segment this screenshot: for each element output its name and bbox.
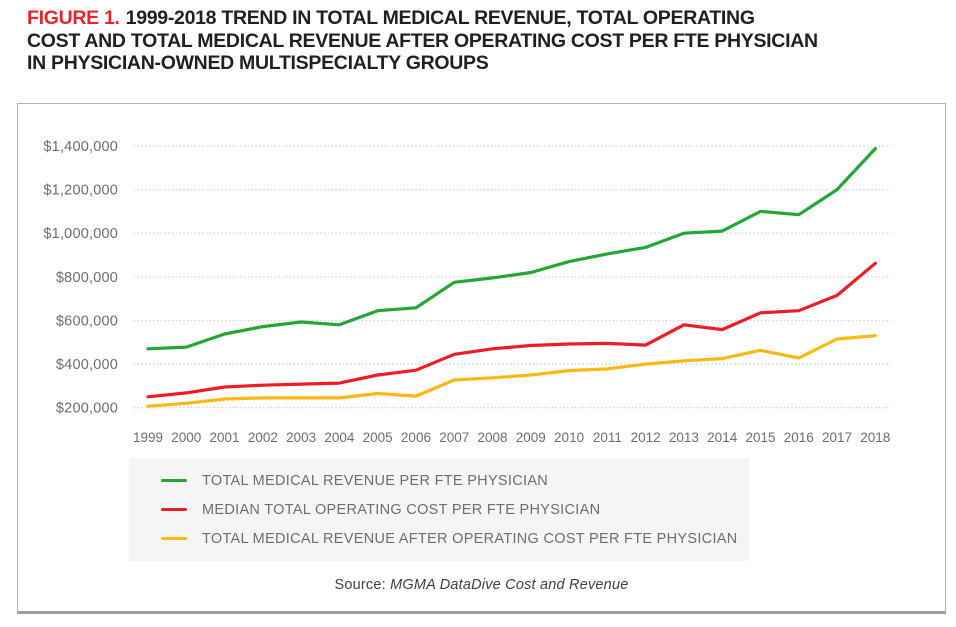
legend-label: TOTAL MEDICAL REVENUE AFTER OPERATING COST PER FTE PHYSICIAN — [202, 530, 738, 547]
x-axis-tick-label: 2014 — [707, 430, 738, 445]
legend-item-median-operating-cost — [161, 502, 749, 518]
x-axis-tick-label: 1999 — [132, 430, 164, 445]
chart-legend — [129, 458, 749, 561]
x-axis-tick-label: 2004 — [324, 430, 355, 445]
x-axis-tick-label: 2016 — [783, 430, 814, 445]
figure-title — [27, 7, 937, 75]
x-axis-tick-label: 2002 — [247, 430, 278, 445]
x-axis-tick-label: 2003 — [286, 430, 317, 445]
x-axis-tick-label: 2005 — [362, 430, 393, 445]
x-axis-tick-label: 2000 — [171, 430, 202, 445]
y-axis-tick-label: $600,000 — [55, 313, 118, 330]
source-prefix: Source: — [334, 577, 386, 593]
x-axis-tick-label: 2007 — [439, 430, 470, 445]
trend-line-chart — [18, 104, 947, 454]
x-axis-tick-label: 2010 — [554, 430, 585, 445]
green-line-swatch-icon — [161, 479, 187, 482]
legend-item-revenue-after-operating-cost — [161, 531, 749, 547]
legend-label: MEDIAN TOTAL OPERATING COST PER FTE PHYSICIAN — [202, 501, 601, 518]
x-axis-tick-label: 2009 — [515, 430, 546, 445]
figure-title-line-2: COST AND TOTAL MEDICAL REVENUE AFTER OPERATING COST PER FTE PHYSICIAN — [27, 29, 818, 52]
x-axis-tick-label: 2017 — [822, 430, 853, 445]
chart-card — [17, 103, 946, 614]
y-axis-tick-label: $800,000 — [55, 269, 118, 286]
x-axis-tick-label: 2006 — [400, 430, 431, 445]
x-axis-tick-label: 2008 — [477, 430, 508, 445]
x-axis-tick-label: 2011 — [592, 430, 622, 445]
x-axis-tick-label: 2012 — [630, 430, 661, 445]
yellow-line-swatch-icon — [161, 537, 187, 540]
legend-item-total-medical-revenue — [161, 473, 749, 489]
y-axis-tick-label: $200,000 — [55, 400, 118, 417]
y-axis-tick-label: $400,000 — [55, 357, 118, 374]
red-line-swatch-icon — [161, 508, 187, 511]
figure-label: FIGURE 1. — [27, 7, 120, 29]
y-axis-tick-label: $1,400,000 — [43, 139, 118, 155]
source-text: MGMA DataDive Cost and Revenue — [390, 577, 629, 593]
source-attribution — [18, 577, 945, 593]
legend-label: TOTAL MEDICAL REVENUE PER FTE PHYSICIAN — [202, 472, 549, 489]
figure-title-line-3: IN PHYSICIAN-OWNED MULTISPECIALTY GROUPS — [27, 52, 489, 74]
figure-title-line-1: 1999-2018 TREND IN TOTAL MEDICAL REVENUE, TOTAL OPERATING — [125, 7, 755, 29]
y-axis-tick-label: $1,200,000 — [43, 182, 118, 199]
x-axis-tick-label: 2015 — [745, 430, 776, 445]
y-axis-tick-label: $1,000,000 — [43, 226, 118, 243]
x-axis-tick-label: 2001 — [209, 430, 240, 445]
x-axis-tick-label: 2013 — [668, 430, 699, 445]
x-axis-tick-label: 2018 — [860, 430, 891, 445]
trend-line — [148, 149, 875, 349]
